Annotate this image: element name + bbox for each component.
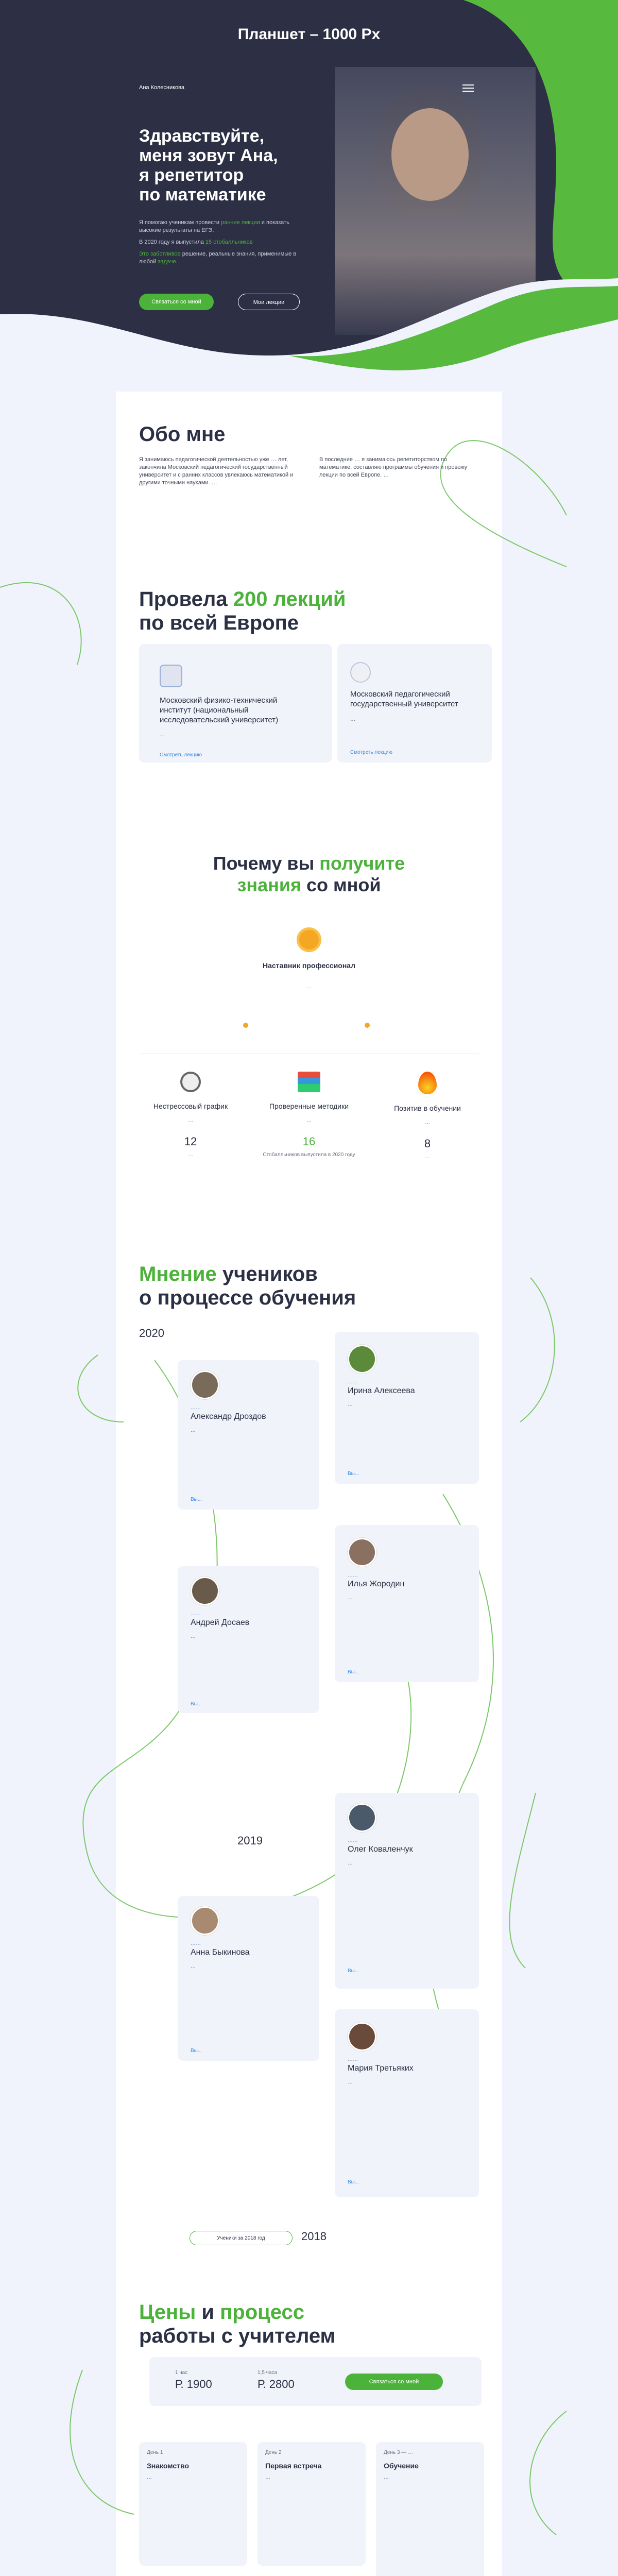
university-logo-icon: [160, 665, 182, 687]
review-card: [335, 1793, 479, 1989]
year-label: 2019: [233, 1834, 267, 1848]
hero-text: Я помогаю ученикам провести ранние лекции и показать высокие результаты на ЕГЭ. В 2020 году я выпустила 15 стобалльников Это заботливое решение, реальные знания, применимые в любой задаче.: [139, 219, 297, 265]
review-name: Ирина Алексеева: [348, 1386, 415, 1395]
reviews-title: Мнение учеников о процессе обучения: [139, 1263, 356, 1309]
review-card: [178, 1566, 319, 1713]
mentor-subtitle: …: [306, 984, 312, 990]
review-meta: ……: [191, 1405, 201, 1411]
review-text: …: [348, 1595, 353, 1601]
avatar: [191, 1577, 219, 1605]
review-link[interactable]: Вы...: [191, 1497, 202, 1502]
price-value: Р. 1900: [175, 2378, 212, 2391]
review-meta: ……: [191, 1611, 201, 1617]
lecture-link[interactable]: Смотреть лекцию: [160, 752, 202, 758]
lecture-link[interactable]: Смотреть лекцию: [350, 750, 392, 755]
contact-button[interactable]: Связаться со мной: [345, 2374, 443, 2390]
review-name: Олег Коваленчук: [348, 1845, 413, 1854]
review-meta: ……: [348, 1838, 358, 1843]
review-link[interactable]: Вы...: [348, 1968, 359, 1974]
avatar: [348, 1538, 376, 1567]
mentor-title: Наставник профессионал: [263, 961, 355, 970]
lecture-text: …: [160, 732, 165, 738]
review-meta: ……: [348, 2057, 358, 2062]
price-value: Р. 2800: [258, 2378, 295, 2391]
review-link[interactable]: Вы...: [191, 2048, 202, 2054]
feature-number-label: …: [425, 1154, 430, 1160]
review-meta: ……: [191, 1941, 201, 1946]
avatar: [191, 1370, 219, 1399]
review-link[interactable]: Вы...: [191, 1701, 202, 1707]
review-meta: ……: [348, 1572, 358, 1578]
artboard-title: Планшет – 1000 Px: [237, 26, 381, 43]
review-text: …: [348, 1860, 353, 1866]
dot-decor: [365, 1023, 370, 1028]
hero-title: Здравствуйте, меня зовут Ана, я репетитор по математике: [139, 126, 278, 205]
day-label: День 1: [147, 2450, 163, 2455]
review-card: [335, 1525, 479, 1682]
avatar: [348, 1803, 376, 1832]
review-name: Александр Дроздов: [191, 1412, 266, 1421]
review-text: …: [191, 1428, 196, 1433]
review-link[interactable]: Вы...: [348, 1669, 359, 1675]
why-title: Почему вы получите знания со мной: [213, 853, 405, 895]
feature-number: 8: [424, 1137, 431, 1150]
about-left-text: Я занимаюсь педагогической деятельностью уже … лет, закончила Московский педагогический государственный университет и с ранних классов увлекаюсь математикой и другими точными науками. …: [139, 456, 294, 486]
fire-icon: [418, 1072, 437, 1094]
day-title: Обучение: [384, 2462, 419, 2470]
feature-card: [258, 1061, 360, 1158]
feature-text: …: [188, 1117, 193, 1123]
about-title: Обо мне: [139, 423, 226, 446]
price-label: 1,5 часа: [258, 2370, 278, 2376]
university-logo-icon: [350, 662, 371, 683]
avatar: [191, 1906, 219, 1935]
review-card: [178, 1360, 319, 1510]
review-card: [335, 1332, 479, 1484]
review-text: …: [348, 2079, 353, 2085]
review-name: Андрей Досаев: [191, 1618, 250, 1627]
feature-number-label: Стобалльников выпустила в 2020 году: [263, 1152, 355, 1158]
lecture-text: …: [350, 717, 355, 722]
lectures-title: Провела 200 лекций по всей Европе: [139, 588, 346, 634]
menu-icon[interactable]: [462, 84, 474, 92]
review-link[interactable]: Вы...: [348, 2179, 359, 2185]
feature-text: …: [306, 1117, 312, 1123]
lecture-university: Московский педагогический государственный университет: [350, 690, 458, 708]
review-meta: ……: [348, 1379, 358, 1385]
feature-title: Проверенные методики: [269, 1102, 349, 1110]
review-card: [335, 2009, 479, 2197]
review-card: [178, 1896, 319, 2061]
year-label: 2020: [139, 1327, 164, 1340]
day-text: …: [265, 2475, 270, 2480]
feature-number: 12: [184, 1135, 197, 1148]
prices-title: Цены и процесс работы с учителем: [139, 2301, 336, 2347]
price-panel: [149, 2357, 482, 2406]
lecture-card: [337, 644, 492, 762]
dot-decor: [243, 1023, 248, 1028]
day-label: День 3 — …: [384, 2450, 413, 2455]
review-name: Мария Третьяких: [348, 2064, 414, 2073]
review-link[interactable]: Вы...: [348, 1471, 359, 1477]
review-name: Анна Быкинова: [191, 1948, 250, 1957]
contact-button[interactable]: Связаться со мной: [139, 294, 214, 310]
day-text: …: [384, 2475, 389, 2480]
feature-card: [376, 1061, 479, 1160]
avatar: [348, 2022, 376, 2051]
header-name: Ана Колесникова: [139, 84, 185, 91]
review-name: Илья Жородин: [348, 1580, 405, 1588]
review-text: …: [191, 1634, 196, 1639]
feature-card: [139, 1061, 242, 1158]
medal-icon: [297, 927, 321, 952]
lecture-card: [139, 644, 332, 762]
avatar: [348, 1345, 376, 1374]
feature-title: Нестрессовый график: [153, 1102, 228, 1110]
day-card: [376, 2442, 484, 2576]
lectures-button[interactable]: Мои лекции: [238, 294, 300, 310]
feature-number: 16: [302, 1135, 316, 1148]
feature-text: …: [425, 1120, 430, 1125]
day-card: [139, 2442, 247, 2566]
lecture-university: Московский физико-технический институт (национальный исследовательский университет): [160, 696, 279, 724]
clock-icon: [180, 1072, 201, 1092]
day-label: День 2: [265, 2450, 282, 2455]
books-icon: [298, 1072, 320, 1092]
feature-title: Позитив в обучении: [394, 1104, 461, 1112]
about-right-text: В последние … я занимаюсь репетиторством по математике, составляю программы обучения и провожу лекции по всей Европе. …: [319, 456, 468, 478]
feature-number-label: …: [188, 1152, 193, 1158]
review-text: …: [348, 1402, 353, 1408]
price-label: 1 час: [175, 2370, 188, 2376]
review-text: …: [191, 1963, 196, 1969]
day-card: [258, 2442, 366, 2566]
year-2018-button[interactable]: Ученики за 2018 год: [190, 2231, 293, 2245]
year-label: 2018: [301, 2230, 327, 2243]
day-title: Первая встреча: [265, 2462, 322, 2470]
day-text: …: [147, 2475, 152, 2480]
day-title: Знакомство: [147, 2462, 189, 2470]
